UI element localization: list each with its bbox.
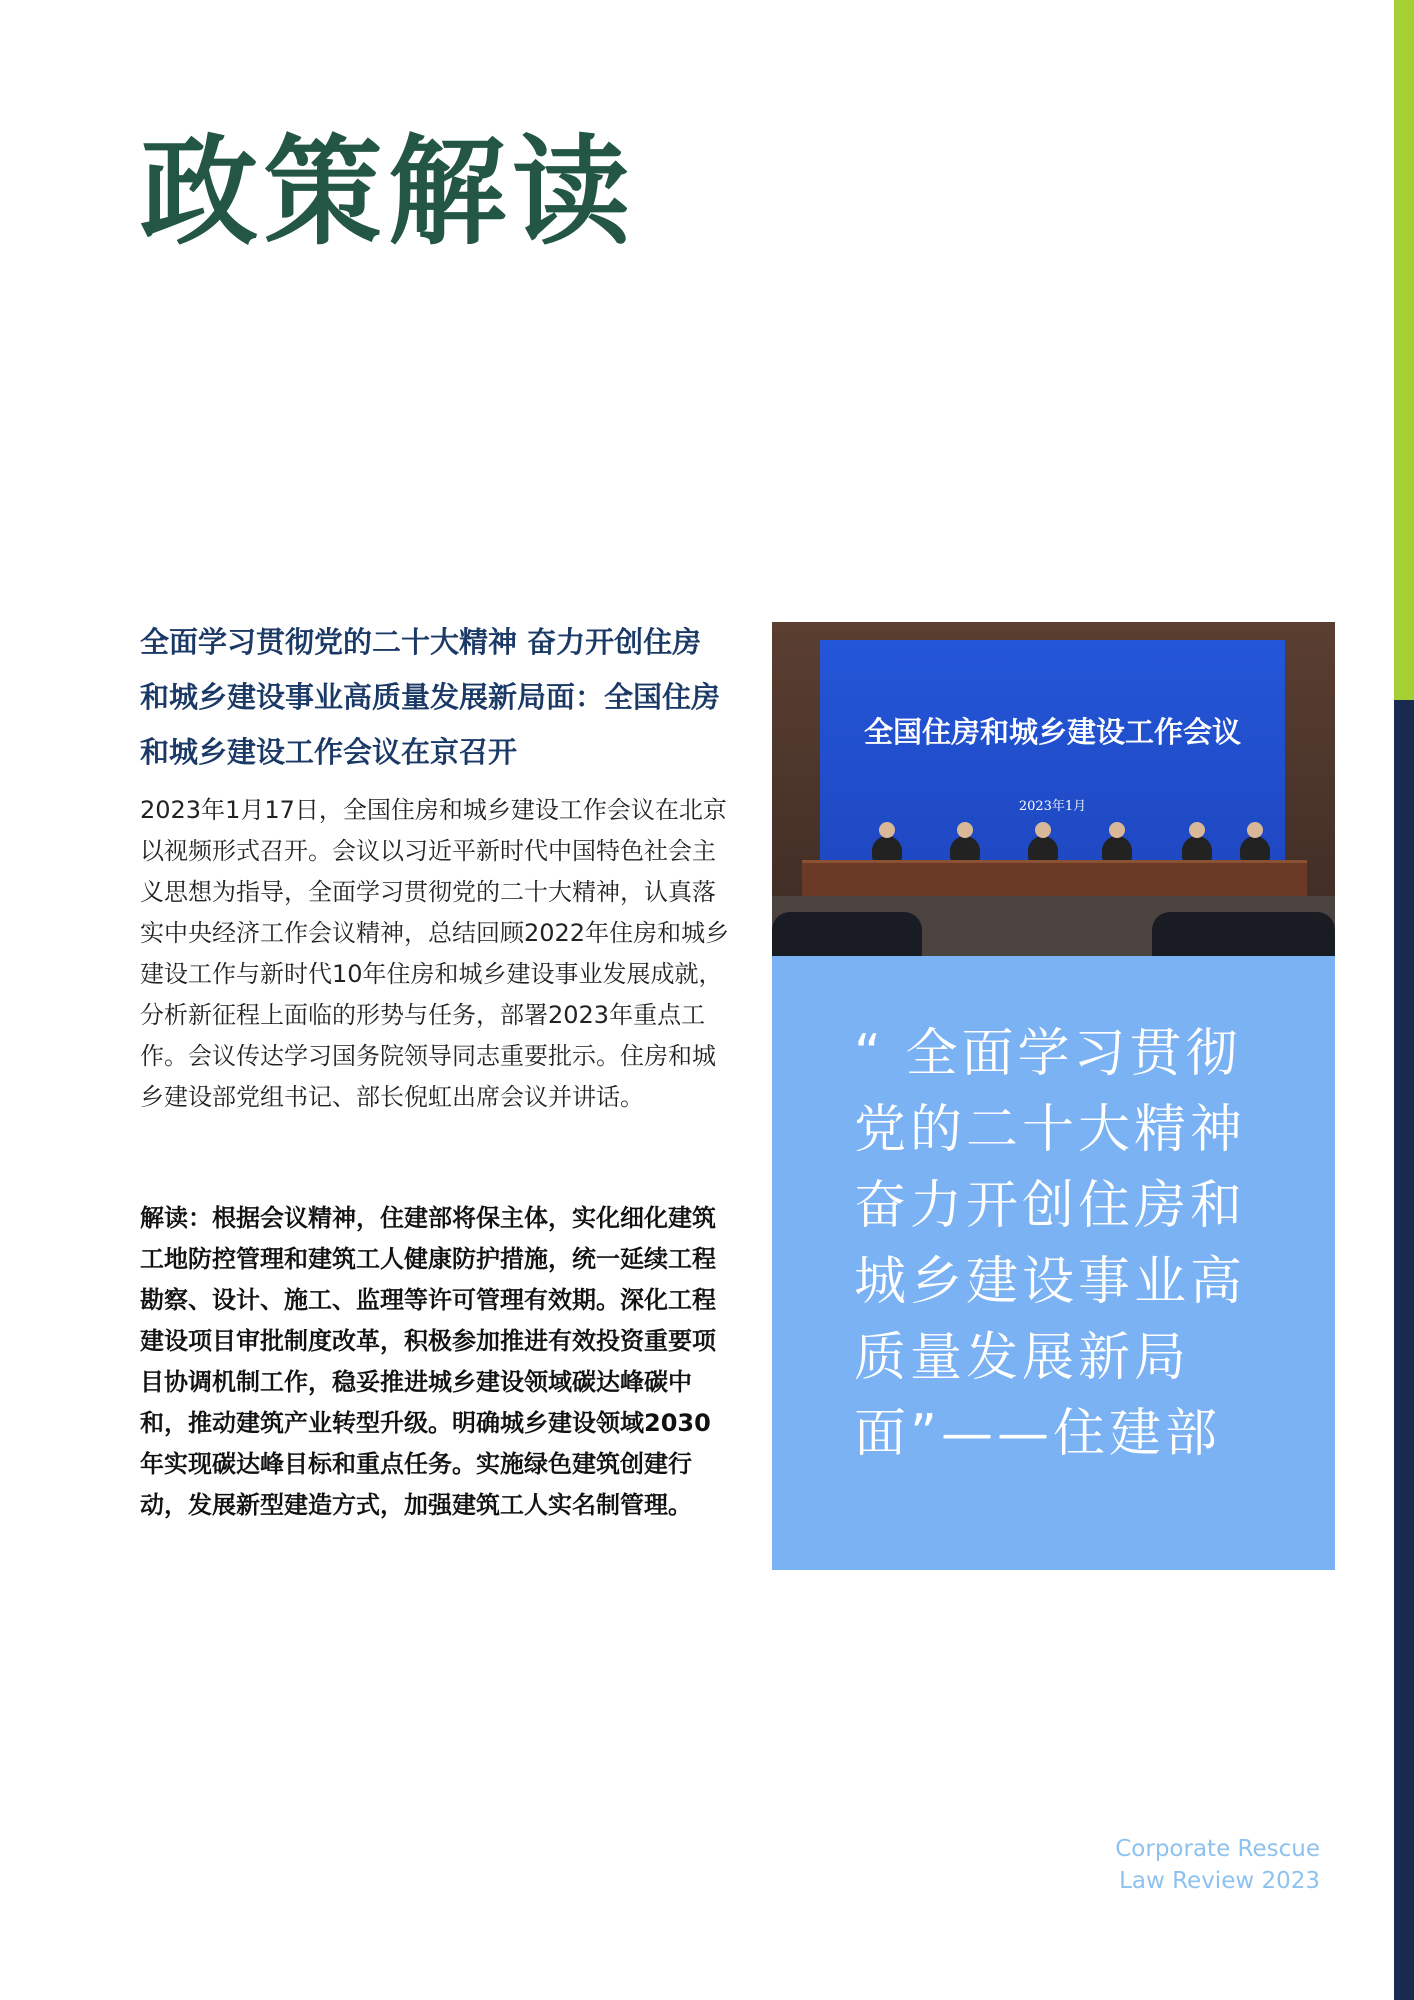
article-interpretation: 解读：根据会议精神，住建部将保主体，实化细化建筑工地防控管理和建筑工人健康防护措施，统一延续工程勘察、设计、施工、监理等许可管理有效期。深化工程建设项目审批制度改革，积极参加推进有效投资重要项目协调机制工作，稳妥推进城乡建设领域碳达峰碳中和，推动建筑产业转型升级。明确城乡建设领域2030年实现碳达峰目标和重点任务。实施绿色建筑创建行动，发展新型建造方式，加强建筑工人实名制管理。	[140, 1204, 716, 1519]
side-accent-bar-navy	[1394, 700, 1414, 2000]
photo-head	[879, 822, 895, 838]
photo-head	[957, 822, 973, 838]
photo-head	[1109, 822, 1125, 838]
photo-head	[1035, 822, 1051, 838]
photo-head	[1189, 822, 1205, 838]
page-title: 政策解读	[140, 123, 637, 261]
conference-photo	[772, 622, 1335, 956]
article-heading: 全面学习贯彻党的二十大精神 奋力开创住房和城乡建设事业高质量发展新局面：全国住房和城乡建设工作会议在京召开	[140, 625, 721, 769]
side-accent-bar-green	[1394, 0, 1414, 700]
photo-crowd	[1152, 912, 1335, 956]
footer-line-2: Law Review 2023	[1119, 1868, 1320, 1894]
photo-screen-date: 2023年1月	[1018, 799, 1087, 814]
quote-box	[772, 956, 1335, 1570]
article-body: 2023年1月17日，全国住房和城乡建设工作会议在北京以视频形式召开。会议以习近平新时代中国特色社会主义思想为指导，全面学习贯彻党的二十大精神，认真落实中央经济工作会议精神，总结回顾2022年住房和城乡建设工作与新时代10年住房和城乡建设事业发展成就，分析新征程上面临的形势与任务，部署2023年重点工作。会议传达学习国务院领导同志重要批示。住房和城乡建设部党组书记、部长倪虹出席会议并讲话。	[140, 796, 730, 1111]
quote-text: “ 全面学习贯彻党的二十大精神奋力开创住房和城乡建设事业高质量发展新局面”——住建部	[854, 1024, 1247, 1464]
footer	[1060, 1833, 1320, 1897]
photo-table	[802, 860, 1307, 899]
footer-line-1: Corporate Rescue	[1115, 1836, 1320, 1862]
photo-crowd	[772, 912, 922, 956]
photo-head	[1247, 822, 1263, 838]
photo-screen-title: 全国住房和城乡建设工作会议	[863, 715, 1241, 749]
